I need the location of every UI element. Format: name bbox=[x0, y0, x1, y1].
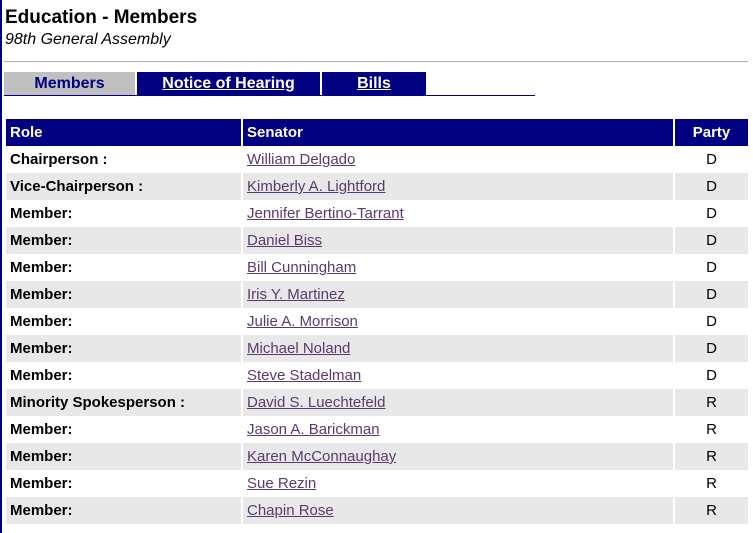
table-row bbox=[6, 443, 748, 470]
member-party: D bbox=[675, 335, 748, 362]
table-row bbox=[6, 389, 748, 416]
senator-link[interactable]: Daniel Biss bbox=[247, 232, 323, 249]
members-table-body bbox=[6, 146, 748, 524]
senator-link[interactable]: Steve Stadelman bbox=[247, 367, 362, 384]
senator-link[interactable]: Jason A. Barickman bbox=[247, 421, 380, 438]
page-title: Education - Members bbox=[5, 7, 198, 28]
senator-cell bbox=[243, 470, 673, 497]
member-role: Member: bbox=[10, 313, 73, 330]
member-party: D bbox=[675, 281, 748, 308]
senator-cell bbox=[243, 173, 673, 200]
member-role: Member: bbox=[10, 205, 73, 222]
member-party: R bbox=[675, 389, 748, 416]
member-role: Member: bbox=[10, 259, 73, 276]
table-row bbox=[6, 470, 748, 497]
member-role: Minority Spokesperson : bbox=[6, 389, 241, 416]
tab-members[interactable]: Members bbox=[4, 72, 135, 95]
senator-cell bbox=[243, 281, 673, 308]
senator-cell bbox=[243, 389, 673, 416]
table-row bbox=[6, 497, 748, 524]
member-party: R bbox=[706, 421, 717, 438]
senator-cell bbox=[243, 416, 673, 443]
senator-link[interactable]: Karen McConnaughay bbox=[247, 448, 397, 465]
senator-cell bbox=[243, 443, 673, 470]
member-party: R bbox=[675, 497, 748, 524]
member-party: D bbox=[706, 367, 717, 384]
senator-link[interactable]: Michael Noland bbox=[247, 340, 351, 357]
senator-link[interactable]: Chapin Rose bbox=[247, 502, 334, 519]
member-role: Member: bbox=[10, 475, 73, 492]
table-row bbox=[6, 146, 748, 173]
senator-link[interactable]: Iris Y. Martinez bbox=[247, 286, 345, 303]
senator-cell bbox=[243, 200, 673, 227]
senator-cell bbox=[243, 497, 673, 524]
table-header-row bbox=[6, 119, 748, 146]
tab-notice-of-hearing[interactable]: Notice of Hearing bbox=[137, 72, 320, 95]
page-subtitle: 98th General Assembly bbox=[5, 31, 171, 48]
party-column-header: Party bbox=[675, 119, 748, 146]
member-party: D bbox=[675, 173, 748, 200]
member-party: D bbox=[706, 151, 717, 168]
member-role: Vice-Chairperson : bbox=[6, 173, 241, 200]
senator-cell bbox=[243, 227, 673, 254]
table-row bbox=[6, 200, 748, 227]
divider bbox=[4, 61, 748, 62]
table-row bbox=[6, 416, 748, 443]
member-party: D bbox=[706, 313, 717, 330]
member-role: Member: bbox=[6, 281, 241, 308]
member-party: R bbox=[706, 475, 717, 492]
left-border bbox=[0, 0, 2, 533]
senator-cell bbox=[243, 146, 673, 173]
member-role: Member: bbox=[10, 421, 73, 438]
member-role: Member: bbox=[6, 227, 241, 254]
tab-underline bbox=[4, 95, 535, 96]
senator-link[interactable]: Julie A. Morrison bbox=[247, 313, 358, 330]
table-row bbox=[6, 335, 748, 362]
senator-cell bbox=[243, 308, 673, 335]
tab-bills[interactable]: Bills bbox=[322, 72, 426, 95]
senator-link[interactable]: Sue Rezin bbox=[247, 475, 317, 492]
member-role: Member: bbox=[10, 367, 73, 384]
senator-cell bbox=[243, 362, 673, 389]
senator-link[interactable]: David S. Luechtefeld bbox=[247, 394, 386, 411]
member-role: Member: bbox=[6, 443, 241, 470]
member-role: Member: bbox=[6, 497, 241, 524]
senator-cell bbox=[243, 254, 673, 281]
member-party: D bbox=[675, 227, 748, 254]
senator-cell bbox=[243, 335, 673, 362]
tab-bar bbox=[4, 72, 426, 95]
table-row bbox=[6, 281, 748, 308]
member-role: Member: bbox=[6, 335, 241, 362]
senator-column-header: Senator bbox=[243, 119, 673, 146]
table-row bbox=[6, 227, 748, 254]
member-role: Chairperson : bbox=[10, 151, 108, 168]
member-party: D bbox=[706, 205, 717, 222]
table-row bbox=[6, 173, 748, 200]
members-table bbox=[4, 119, 750, 524]
senator-link[interactable]: William Delgado bbox=[247, 151, 356, 168]
table-row bbox=[6, 308, 748, 335]
member-party: D bbox=[706, 259, 717, 276]
table-row bbox=[6, 254, 748, 281]
member-party: R bbox=[675, 443, 748, 470]
role-column-header: Role bbox=[6, 119, 241, 146]
senator-link[interactable]: Jennifer Bertino-Tarrant bbox=[247, 205, 404, 222]
senator-link[interactable]: Bill Cunningham bbox=[247, 259, 357, 276]
table-row bbox=[6, 362, 748, 389]
senator-link[interactable]: Kimberly A. Lightford bbox=[247, 178, 386, 195]
